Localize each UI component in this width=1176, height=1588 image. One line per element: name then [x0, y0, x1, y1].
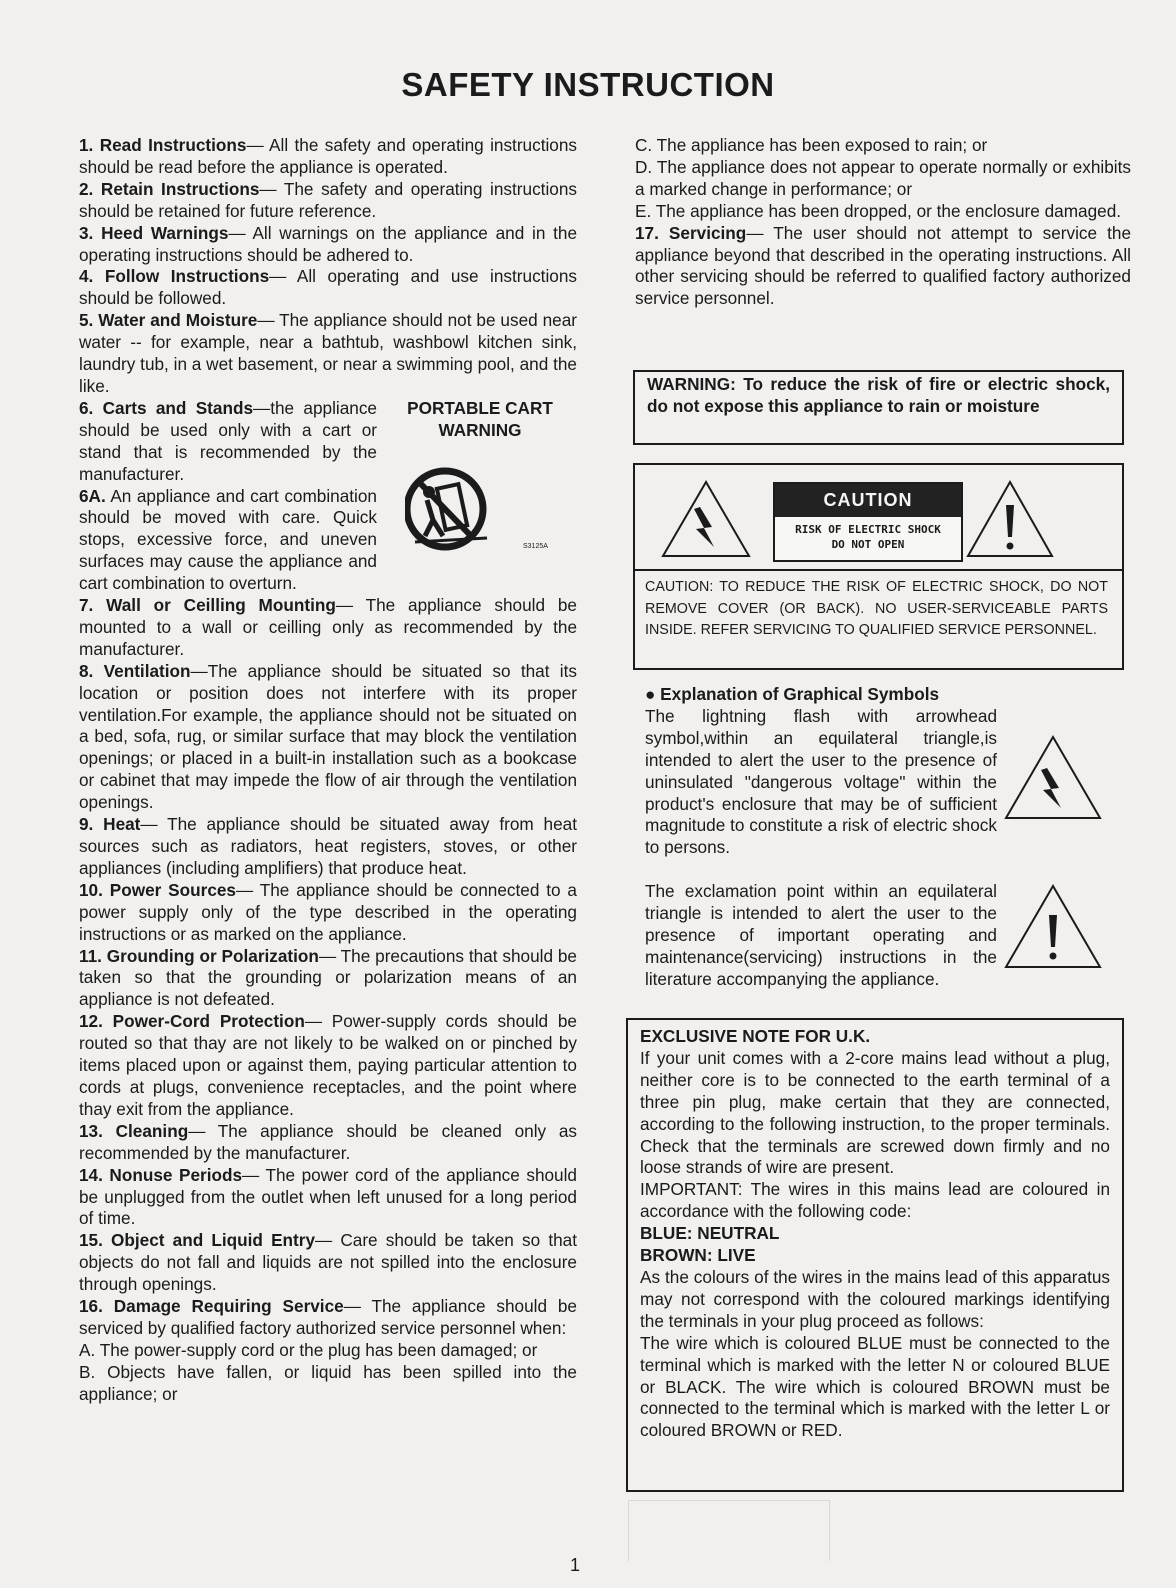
caution-text: CAUTION: TO REDUCE THE RISK OF ELECTRIC SHOCK, DO NOT REMOVE COVER (OR BACK). NO USER-SERVICEABLE PARTS INSIDE. REFER SERVICING TO QUALIFIED SERVICE PERSONNEL.	[645, 579, 1108, 638]
item-6a: 6A. An appliance and cart combination should be moved with care. Quick stops, excessive force, and uneven surfaces may cause the appliance and cart combination to overturn.	[79, 485, 377, 594]
item-16c: C. The appliance has been exposed to rain; or	[635, 135, 988, 155]
item-1: 1. Read Instructions— All the safety and operating instructions should be read before the appliance is operated.	[79, 135, 577, 177]
item-9: 9. Heat— The appliance should be situated away from heat sources such as radiators, heat registers, stoves, or other appliances (including amplifiers) that produce heat.	[79, 814, 577, 878]
lightning-symbol-icon	[1003, 734, 1103, 822]
portable-cart-icon	[405, 464, 555, 564]
caution-label	[773, 482, 963, 562]
exclamation-warning-icon	[965, 479, 1055, 559]
item-10: 10. Power Sources— The appliance should be connected to a power supply only of the type described in the operating instructions or as marked on the appliance.	[79, 879, 577, 944]
item-12: 12. Power-Cord Protection— Power-supply cords should be routed so that thay are not likely to be walked on or pinched by items placed upon or against them, paying particular attention to cords at plugs, convenience receptacles, and the point where thay exit from the appliance.	[79, 1011, 577, 1119]
item-16: 16. Damage Requiring Service— The appliance should be serviced by qualified factory authorized service personnel when:	[79, 1296, 577, 1338]
item-16a: A. The power-supply cord or the plug has been damaged; or	[79, 1339, 538, 1360]
caution-box	[633, 463, 1124, 670]
graphical-symbols-section	[645, 684, 1115, 991]
item-2: 2. Retain Instructions— The safety and operating instructions should be retained for future reference.	[79, 178, 577, 221]
page-number: 1	[570, 1555, 581, 1575]
lightning-warning-icon	[660, 479, 752, 559]
caution-label-title: CAUTION	[775, 484, 961, 517]
cart-warning-title: PORTABLE CART	[407, 397, 553, 418]
item-14: 14. Nonuse Periods— The power cord of the appliance should be unplugged from the outlet when left unused for a long period of time.	[79, 1164, 577, 1229]
empty-frame	[628, 1500, 830, 1561]
uk-brown-code: BROWN: LIVE	[640, 1245, 756, 1266]
right-column	[635, 135, 1131, 310]
uk-paragraph-3: As the colours of the wires in the mains lead of this apparatus may not correspond with the coloured markings identifying the terminals in your plug proceed as follows:	[640, 1266, 1110, 1331]
item-4: 4. Follow Instructions— All operating and use instructions should be followed.	[79, 266, 577, 309]
cart-warning-subtitle: WARNING	[438, 419, 522, 440]
warning-text: WARNING: To reduce the risk of fire or electric shock, do not expose this appliance to rain or moisture	[647, 374, 1110, 416]
bullet: ●	[645, 684, 656, 704]
symbols-heading: ● Explanation of Graphical Symbols	[645, 684, 940, 704]
caution-label-line2: DO NOT OPEN	[831, 538, 905, 551]
uk-blue-code: BLUE: NEUTRAL	[640, 1223, 780, 1244]
item-16d: D. The appliance does not appear to operate normally or exhibits a marked change in performance; or	[635, 156, 1131, 199]
uk-paragraph-1: If your unit comes with a 2-core mains lead without a plug, neither core is to be connected to the earth terminal of a three pin plug, make certain that they are connected, according to the following instruction, to the proper terminals. Check that the terminals are screwed down firmly and no loose strands of wire are present.	[640, 1047, 1110, 1178]
item-13: 13. Cleaning— The appliance should be cleaned only as recommended by the manufacturer.	[79, 1120, 577, 1163]
lightning-explanation: The lightning flash with arrowhead symbol,within an equilateral triangle,is intended to alert the user to the presence of uninsulated "dangerous voltage" within the product's enclosure that may be of sufficient magnitude to constitute a risk of electric shock to persons.	[645, 706, 1115, 859]
left-column	[79, 135, 577, 1406]
item-7: 7. Wall or Ceilling Mounting— The appliance should be mounted to a wall or ceilling only as recommended by the manufacturer.	[79, 595, 577, 659]
uk-heading: EXCLUSIVE NOTE FOR U.K.	[640, 1026, 871, 1046]
item-16e: E. The appliance has been dropped, or the enclosure damaged.	[635, 200, 1122, 221]
uk-paragraph-4: The wire which is coloured BLUE must be connected to the terminal which is marked with the letter N or coloured BLUE or BLACK. The wire which is coloured BROWN must be connected to the terminal which is marked with the letter L or coloured BROWN or RED.	[640, 1332, 1110, 1441]
item-3: 3. Heed Warnings— All warnings on the appliance and in the operating instructions should be adhered to.	[79, 222, 578, 265]
item-11: 11. Grounding or Polarization— The precautions that should be taken so that the grounding or polarization means of an appliance is not defeated.	[79, 945, 577, 1010]
item-16b: B. Objects have fallen, or liquid has been spilled into the appliance; or	[79, 1361, 577, 1404]
page-title: SAFETY INSTRUCTION	[401, 66, 775, 103]
uk-note-box	[626, 1018, 1124, 1492]
item-17: 17. Servicing— The user should not attempt to service the appliance beyond that described in the operating instructions. All other servicing should be referred to qualified factory authorized service personnel.	[635, 222, 1131, 309]
caution-label-line1: RISK OF ELECTRIC SHOCK	[795, 523, 941, 536]
item-5: 5. Water and Moisture— The appliance should not be used near water -- for example, near a bathtub, washbowl kitchen sink, laundry tub, in a wet basement, or near a swimming pool, and the like.	[79, 310, 577, 396]
item-6: 6. Carts and Stands—the appliance should be used only with a cart or stand that is recommended by the manufacturer.	[79, 397, 377, 484]
cart-code: S3125A	[523, 542, 548, 550]
exclamation-explanation: The exclamation point within an equilateral triangle is intended to alert the user to the presence of important operating and maintenance(servicing) instructions in the literature accompanying the appliance.	[645, 881, 1115, 991]
warning-box	[633, 370, 1124, 445]
item-15: 15. Object and Liquid Entry— Care should be taken so that objects do not fall and liquids are not spilled into the enclosure through openings.	[79, 1230, 577, 1295]
uk-paragraph-2: IMPORTANT: The wires in this mains lead are coloured in accordance with the following code:	[640, 1179, 1110, 1222]
item-8: 8. Ventilation—The appliance should be situated so that its location or position does not interfere with its proper ventilation.For example, the appliance should not be situated on a bed, sofa, rug, or similar surface that may block the ventilation openings; or placed in a built-in installation such as a bookcase or cabinet that may impede the flow of air through the ventilation openings.	[79, 660, 577, 813]
cart-section	[79, 398, 577, 595]
exclamation-symbol-icon	[1003, 883, 1103, 971]
